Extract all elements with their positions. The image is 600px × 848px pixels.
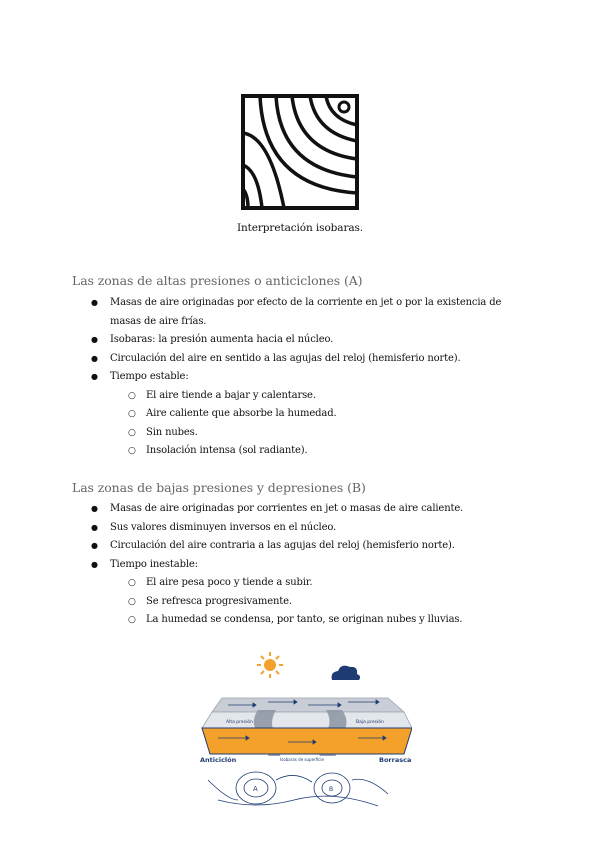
figure-caption: Interpretación isobaras. [236, 222, 364, 234]
section-b-sublist [128, 574, 566, 630]
list-item: ○ La humedad se condensa, por tanto, se originan nubes y lluvias. [146, 611, 566, 630]
sun-icon [257, 652, 283, 678]
cloud-icon [332, 666, 361, 680]
label-b: B [329, 786, 334, 793]
list-item: ○ El aire pesa poco y tiende a subir. [146, 574, 566, 593]
isobars-icon [240, 93, 360, 211]
circle-bullet-icon: ○ [128, 596, 136, 607]
bullet-icon: ● [91, 298, 98, 307]
list-item: ● Masas de aire originadas por corrientes en jet o masas de aire caliente. [110, 500, 530, 519]
list-item: ● Circulación del aire en sentido a las agujas del reloj (hemisferio norte). [110, 350, 530, 369]
circle-bullet-icon: ○ [128, 446, 136, 456]
bullet-icon: ● [91, 504, 98, 513]
circle-bullet-icon: ○ [128, 615, 136, 625]
list-item: ● Isobaras: la presión aumenta hacia el núcleo. [110, 331, 530, 350]
circle-bullet-icon: ○ [128, 390, 136, 401]
label-alta-presion: Alta presión [226, 720, 253, 725]
list-item: ○ Aire caliente que absorbe la humedad. [146, 405, 566, 424]
list-item: ● Masas de aire originadas por efecto de la corriente en jet o por la existencia de masas de aire frías. [110, 294, 530, 331]
circle-bullet-icon: ○ [128, 427, 136, 438]
label-borrasca: Borrasca [379, 756, 412, 764]
pressure-systems-illustration [198, 650, 412, 810]
section-a-list [91, 294, 530, 461]
label-isobaras: Isobaras de superficie [280, 757, 324, 762]
label-anticiclon: Anticiclón [200, 756, 237, 764]
list-item: ○ Se refresca progresivamente. [146, 593, 566, 612]
list-item: ○ Insolación intensa (sol radiante). [146, 442, 566, 461]
bullet-icon: ● [91, 335, 98, 344]
circle-bullet-icon: ○ [128, 578, 136, 588]
label-baja-presion: Baja presión [356, 720, 384, 725]
list-item: ○ Sin nubes. [146, 424, 566, 443]
label-a: A [253, 785, 258, 793]
bullet-icon: ● [91, 559, 98, 569]
isobar-circles-diagram [208, 772, 388, 806]
section-b-list [91, 500, 530, 630]
section-a-heading: Las zonas de altas presiones o anticiclones (A) [72, 273, 363, 288]
section-a-sublist [128, 387, 566, 461]
bullet-icon: ● [91, 522, 98, 532]
list-item: ● Tiempo estable: ○ El aire tiende a bajar y calentarse. ○ Aire caliente que absorbe la humedad. ○ Sin nubes. ○ Insolación intensa (sol radiante). [110, 368, 530, 461]
list-item: ● Tiempo inestable: ○ El aire pesa poco y tiende a subir. ○ Se refresca progresivamente. ○ La humedad se condensa, por tanto, se originan nubes y lluvias. [110, 556, 530, 630]
bullet-icon: ● [91, 353, 98, 363]
circle-bullet-icon: ○ [128, 409, 136, 419]
section-b-heading: Las zonas de bajas presiones y depresiones (B) [72, 480, 366, 495]
list-item: ● Circulación del aire contraria a las agujas del reloj (hemisferio norte). [110, 537, 530, 556]
list-item: ○ El aire tiende a bajar y calentarse. [146, 387, 566, 406]
bullet-icon: ● [91, 541, 98, 550]
bullet-icon: ● [91, 372, 98, 381]
list-item: ● Sus valores disminuyen inversos en el núcleo. [110, 519, 530, 538]
